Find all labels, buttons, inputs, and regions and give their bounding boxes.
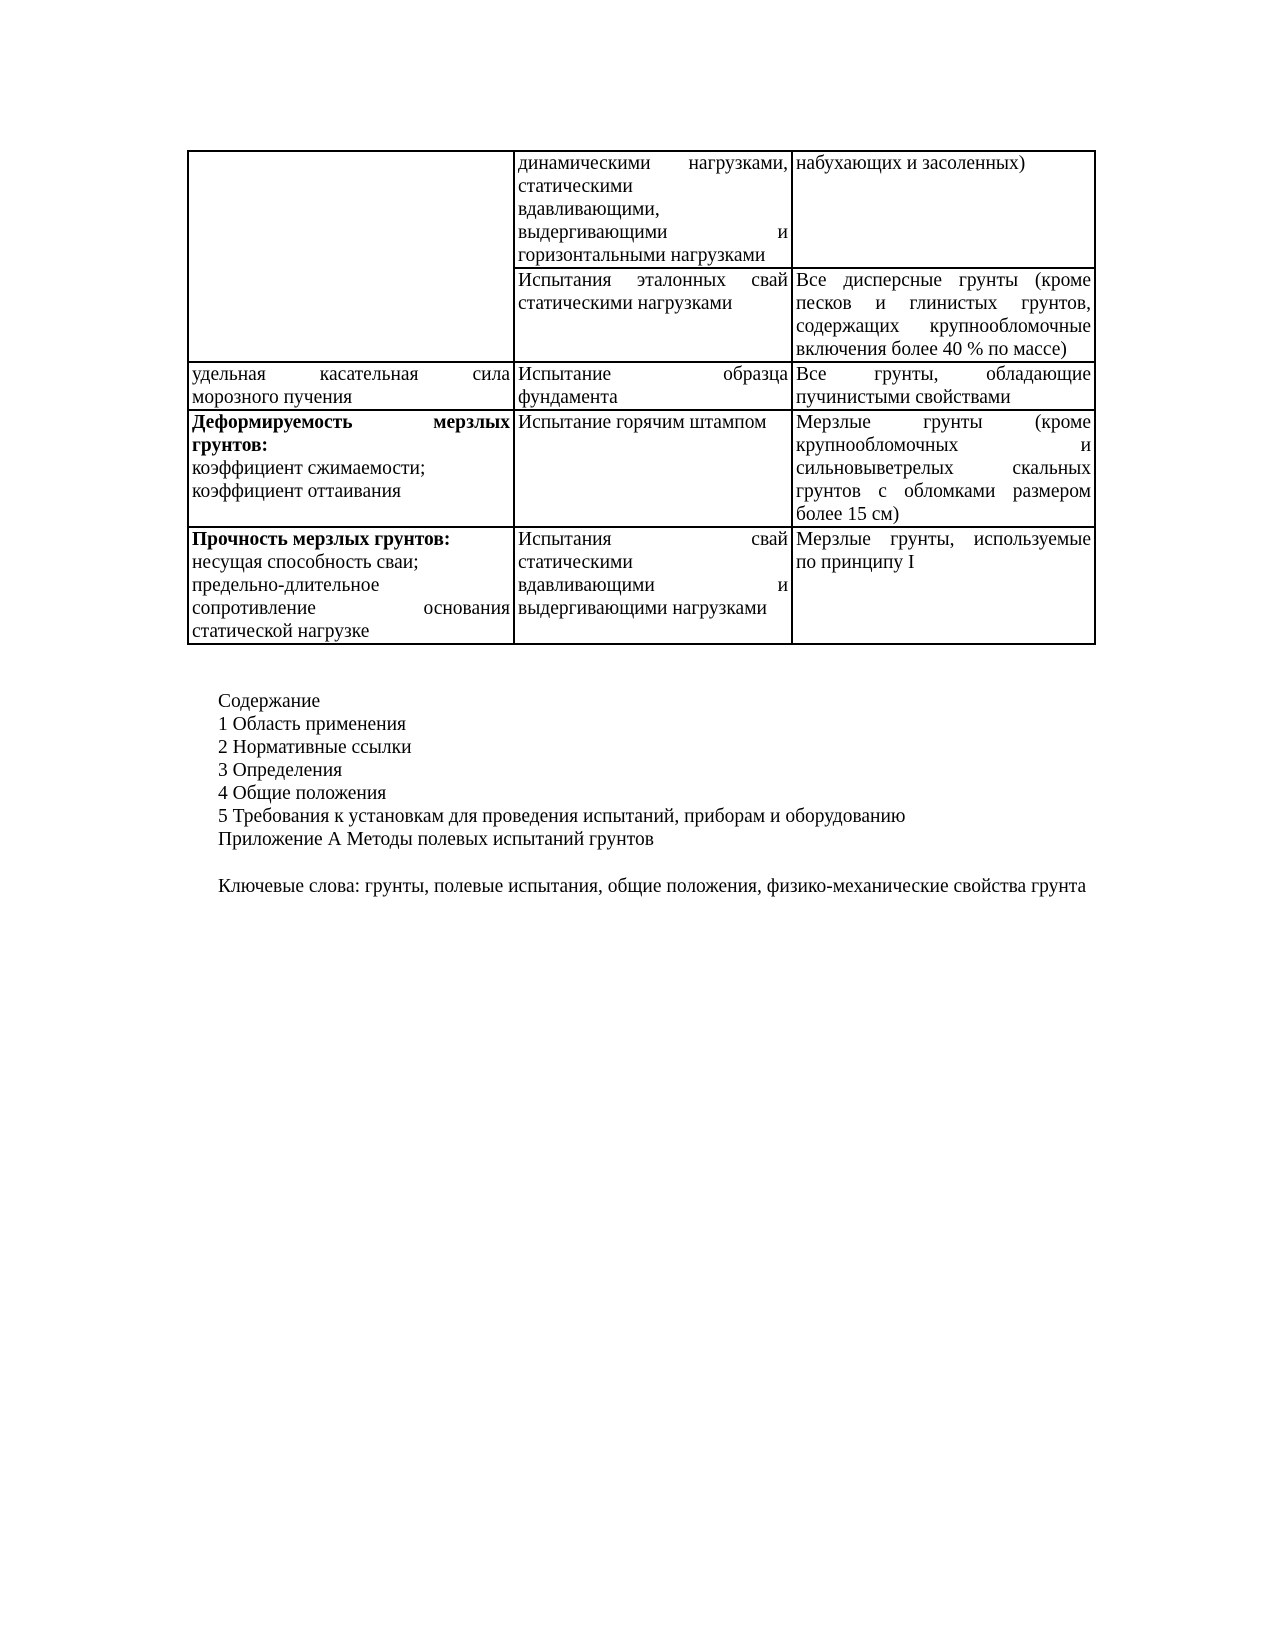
toc-heading: Содержание	[218, 691, 321, 712]
cell-text: Испытания свай	[518, 529, 788, 550]
cell-text: статической нагрузке	[192, 621, 370, 642]
toc-item: 1 Область применения	[218, 714, 407, 735]
cell-text: сильновыветрелых скальных	[796, 458, 1091, 479]
cell-text: морозного пучения	[192, 387, 353, 408]
cell-text: выдергивающими нагрузками	[518, 598, 767, 619]
cell-text: вдавливающими,	[518, 199, 660, 220]
cell-heading: Деформируемость мерзлых	[192, 412, 510, 433]
toc-item: 5 Требования к установкам для проведения испытаний, приборам и оборудованию	[218, 806, 906, 827]
cell-text: статическими	[518, 176, 633, 197]
cell-text: сопротивление основания	[192, 598, 510, 619]
cell-text: удельная касательная сила	[192, 364, 510, 385]
table-cell-property	[188, 362, 514, 410]
cell-text: включения более 40 % по массе)	[796, 339, 1067, 360]
cell-text: фундамента	[518, 387, 618, 408]
cell-text: крупнообломочных и	[796, 435, 1091, 456]
cell-text: вдавливающими и	[518, 575, 788, 596]
cell-text: Мерзлые грунты, используемые	[796, 529, 1091, 550]
table-row	[188, 410, 1095, 527]
keywords-paragraph: Ключевые слова: грунты, полевые испытания, общие положения, физико-механические свойства грунта	[218, 876, 1087, 897]
table-cell-method	[514, 410, 792, 527]
cell-text: коэффициент сжимаемости;	[192, 458, 426, 479]
cell-text: содержащих крупнообломочные	[796, 316, 1091, 337]
table-cell-empty	[188, 151, 514, 268]
table-cell-method	[514, 268, 792, 362]
toc-item: 3 Определения	[218, 760, 343, 781]
cell-text: статическими	[518, 552, 633, 573]
table-row	[188, 362, 1095, 410]
cell-text: набухающих и засоленных)	[796, 153, 1026, 174]
cell-text: Испытание образца	[518, 364, 788, 385]
table-row	[188, 527, 1095, 644]
cell-text: по принципу I	[796, 552, 915, 573]
table-cell-empty	[188, 268, 514, 362]
table-row	[188, 151, 1095, 268]
cell-text: грунтов с обломками размером	[796, 481, 1091, 502]
cell-heading: Прочность мерзлых грунтов:	[192, 529, 451, 550]
table-row	[188, 268, 1095, 362]
table-cell-property	[188, 410, 514, 527]
table-of-contents	[218, 690, 1098, 851]
table-cell-method	[514, 527, 792, 644]
cell-text: коэффициент оттаивания	[192, 481, 401, 502]
table-cell-method	[514, 151, 792, 268]
cell-text: предельно-длительное	[192, 575, 380, 596]
table-cell-soils	[792, 410, 1095, 527]
table-cell-soils	[792, 151, 1095, 268]
cell-text: горизонтальными нагрузками	[518, 245, 766, 266]
cell-text: динамическими нагрузками,	[518, 153, 788, 174]
table-cell-method	[514, 362, 792, 410]
cell-text: пучинистыми свойствами	[796, 387, 1011, 408]
cell-text: Мерзлые грунты (кроме	[796, 412, 1091, 433]
cell-text: более 15 см)	[796, 504, 900, 525]
cell-text: выдергивающими и	[518, 222, 788, 243]
cell-text: Все дисперсные грунты (кроме	[796, 270, 1091, 291]
cell-text: Все грунты, обладающие	[796, 364, 1091, 385]
toc-item: 2 Нормативные ссылки	[218, 737, 412, 758]
cell-text: песков и глинистых грунтов,	[796, 293, 1091, 314]
cell-text: Испытание горячим штампом	[518, 412, 767, 433]
methods-table	[187, 150, 1096, 645]
cell-text: Испытания эталонных свай	[518, 270, 788, 291]
table-cell-soils	[792, 362, 1095, 410]
cell-text: статическими нагрузками	[518, 293, 733, 314]
table-cell-soils	[792, 527, 1095, 644]
table-cell-soils	[792, 268, 1095, 362]
cell-text: несущая способность сваи;	[192, 552, 419, 573]
toc-item: 4 Общие положения	[218, 783, 387, 804]
table-cell-property	[188, 527, 514, 644]
toc-item: Приложение А Методы полевых испытаний грунтов	[218, 829, 654, 850]
cell-heading: грунтов:	[192, 435, 269, 456]
